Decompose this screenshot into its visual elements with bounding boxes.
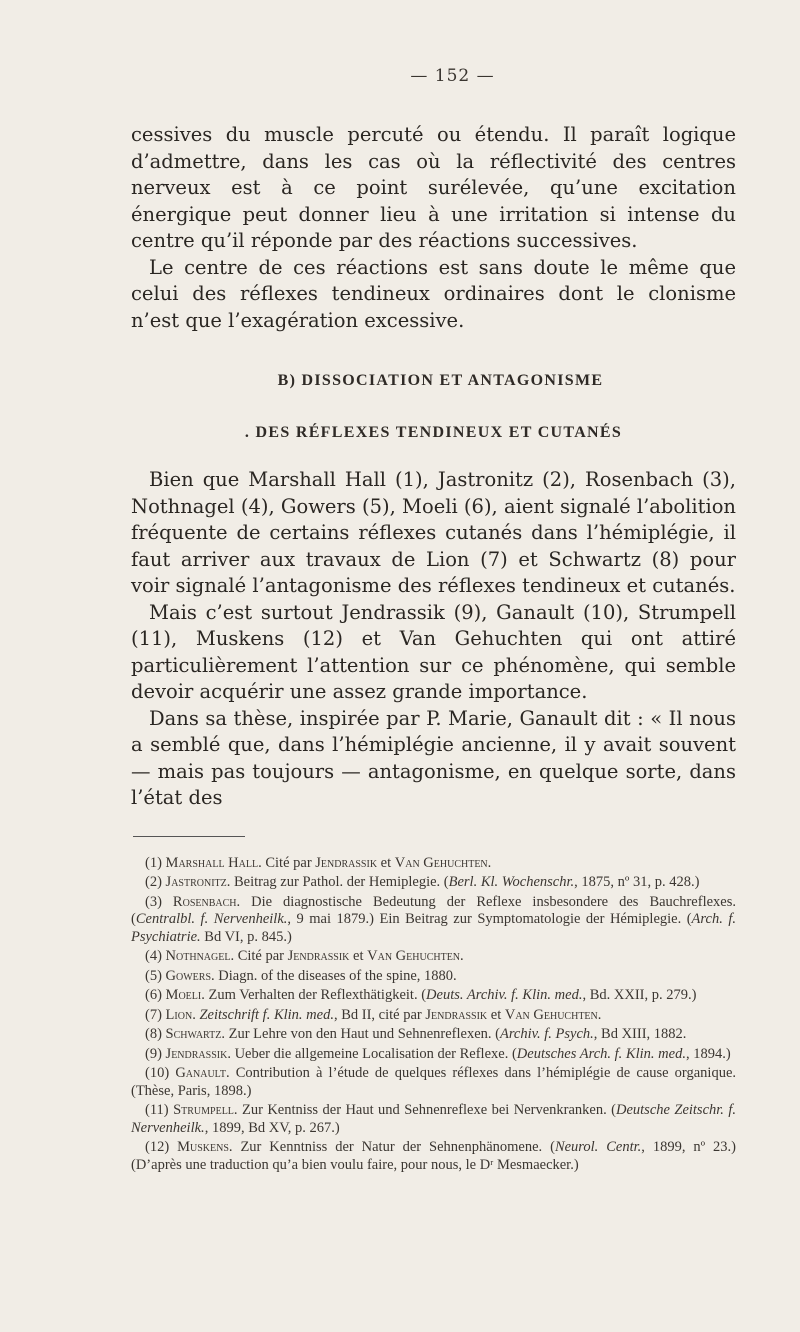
paragraph: Mais c’est surtout Jendrassik (9), Ganault (10), Strumpell (11), Muskens (12) et Van Gehuchten qui ont attiré particulièrement l’attention sur ce phénomène, qui semble devoir acquérir une assez grande importance. [131, 600, 736, 703]
footnote-10: (10) Ganault. Contribution à l’étude de quelques réflexes dans l’hémiplégie de cause organique. (Thèse, Paris, 1898.) [131, 1065, 737, 1099]
book-page [131, 66, 736, 1176]
page-number: — 152 — [410, 66, 495, 86]
footnote-11: (11) Strumpell. Zur Kentniss der Haut und Sehnenreflexe bei Nervenkranken. (Deutsche Zeitschr. f. Nervenheilk., 1899, Bd XV, p. 267.) [131, 1102, 737, 1136]
section-text [131, 467, 736, 812]
section-subheading: . DES RÉFLEXES TENDINEUX ET CUTANÉS [244, 424, 623, 441]
section-heading: B) DISSOCIATION ET ANTAGONISME [277, 372, 604, 389]
footnotes [131, 855, 736, 1175]
footnote-1: (1) Marshall Hall. Cité par Jendrassik et Van Gehuchten. [145, 854, 492, 871]
footnote-7: (7) Lion. Zeitschrift f. Klin. med., Bd II, cité par Jendrassik et Van Gehuchten. [145, 1006, 602, 1023]
footnote-9: (9) Jendrassik. Ueber die allgemeine Localisation der Reflexe. (Deutsches Arch. f. Klin. med., 1894.) [145, 1045, 731, 1062]
main-text [131, 122, 736, 334]
footnote-4: (4) Nothnagel. Cité par Jendrassik et Van Gehuchten. [145, 948, 464, 964]
paragraph: Bien que Marshall Hall (1), Jastronitz (2), Rosenbach (3), Nothnagel (4), Gowers (5), Moeli (6), aient signalé l’abolition fréquente de certains réflexes cutanés dans l’hémiplégie, il faut arriver aux travaux de Lion (7) et Schwartz (8) pour voir signalé l’antagonisme des réflexes tendineux et cutanés. [131, 468, 736, 597]
footnote-2: (2) Jastronitz. Beitrag zur Pathol. der Hemiplegie. (Berl. Kl. Wochenschr., 1875, nº 31, p. 428.) [145, 874, 700, 890]
footnote-6: (6) Moeli. Zum Verhalten der Reflexthätigkeit. (Deuts. Archiv. f. Klin. med., Bd. XXII, p. 279.) [145, 987, 697, 1003]
footnote-divider [133, 836, 245, 837]
footnote-12: (12) Muskens. Zur Kenntniss der Natur der Sehnenphänomene. (Neurol. Centr., 1899, nº 23.) (D’après une traduction qu’a bien voulu faire, pour nous, le Dʳ Mesmaecker.) [131, 1139, 736, 1173]
footnote-3: (3) Rosenbach. Die diagnostische Bedeutung der Reflexe insbesondere des Bauchreflexes. (Centralbl. f. Nervenheilk., 9 mai 1879.) Ein Beitrag zur Symptomatologie der Hémiplegie. (Arch. f. Psychiatrie. Bd VI, p. 845.) [131, 893, 736, 945]
paragraph: cessives du muscle percuté ou étendu. Il paraît logique d’admettre, dans les cas où la réflectivité des centres nerveux est à ce point surélevée, qu’une excitation énergique peut donner lieu à une irritation si intense du centre qu’il réponde par des réactions successives. [131, 123, 736, 252]
footnote-8: (8) Schwartz. Zur Lehre von den Haut und Sehnenreflexen. (Archiv. f. Psych., Bd XIII, 1882. [145, 1026, 687, 1042]
paragraph: Dans sa thèse, inspirée par P. Marie, Ganault dit : « Il nous a semblé que, dans l’hémiplégie ancienne, il y avait souvent — mais pas toujours — antagonisme, en quelque sorte, dans l’état des [131, 706, 736, 809]
paragraph: Le centre de ces réactions est sans doute le même que celui des réflexes tendineux ordinaires dont le clonisme n’est que l’exagération excessive. [131, 255, 736, 332]
footnote-5: (5) Gowers. Diagn. of the diseases of the spine, 1880. [145, 967, 457, 984]
